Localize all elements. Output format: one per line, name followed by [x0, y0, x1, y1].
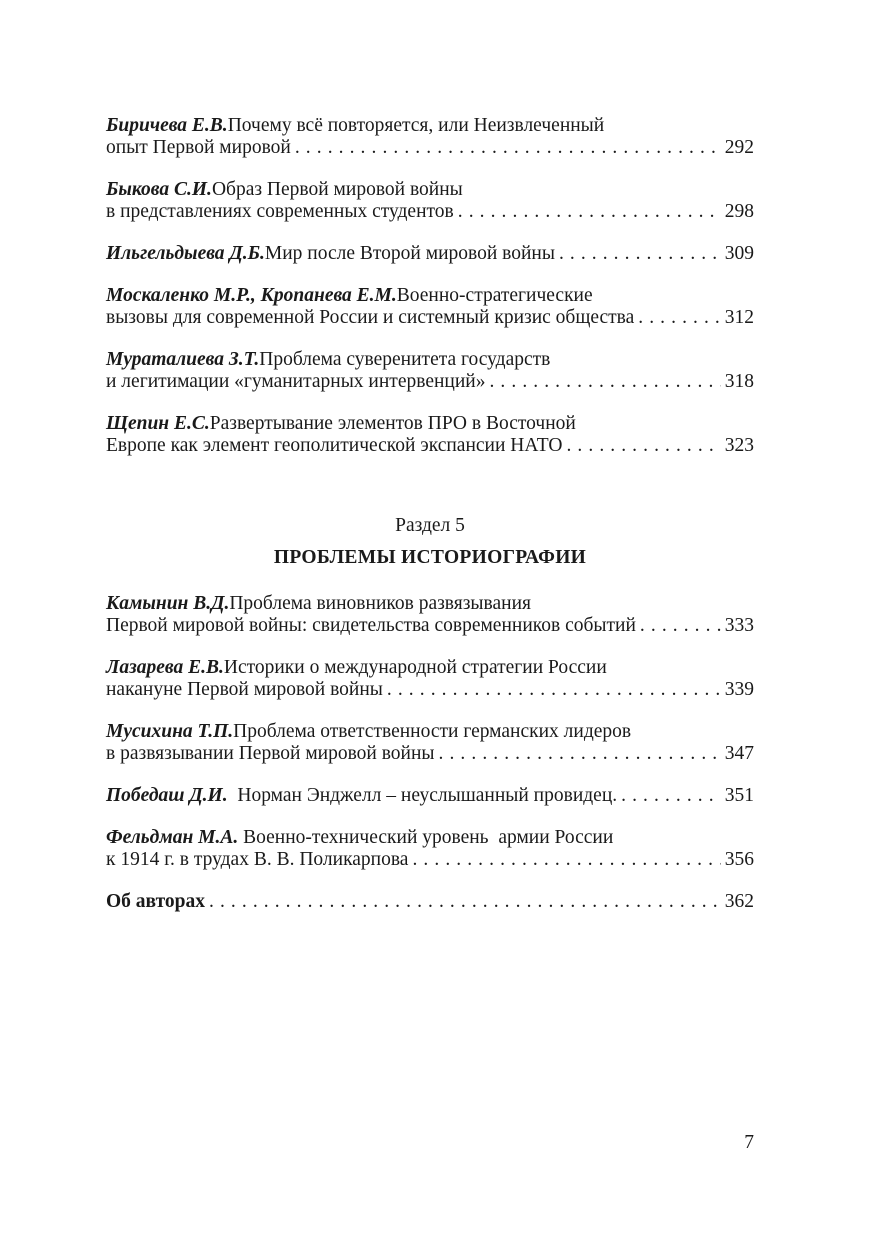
toc-entry-line1 — [106, 115, 754, 137]
toc-entry-line1 — [106, 243, 754, 265]
toc-title: Почему всё повторяется, или Неизвлеченный — [227, 115, 605, 136]
toc-entry-line1 — [106, 657, 754, 679]
toc-author: Ильгельдыева Д.Б. — [106, 243, 265, 264]
toc-entry — [106, 413, 754, 457]
toc-page-number: 312 — [724, 307, 754, 328]
toc-entry — [106, 243, 754, 265]
toc-page-number: 351 — [724, 785, 754, 806]
toc-title-cont: в представлениях современных студентов — [106, 201, 454, 222]
dot-leader — [638, 307, 720, 329]
toc-title-cont: опыт Первой мировой — [106, 137, 291, 158]
dot-leader — [439, 743, 721, 765]
toc-page-number: 333 — [724, 615, 754, 636]
section-label: Раздел 5 — [395, 515, 465, 536]
toc-entry-line2 — [106, 435, 754, 457]
toc-entry-line2 — [106, 137, 754, 159]
toc-page-number: 362 — [724, 891, 754, 912]
toc-author: Москаленко М.Р., Кропанева Е.М. — [106, 285, 397, 306]
toc-title-cont: и легитимации «гуманитарных интервенций» — [106, 371, 486, 392]
toc-title-cont: вызовы для современной России и системный кризис общества — [106, 307, 635, 328]
toc-author: Победаш Д.И. — [106, 785, 228, 806]
dot-leader — [489, 371, 720, 393]
section-heading — [106, 515, 754, 569]
dot-leader — [387, 679, 721, 701]
toc-title: Историки о международной стратегии России — [223, 657, 607, 678]
toc-title: Проблема виновников развязывания — [229, 593, 531, 614]
toc-author: Мусихина Т.П. — [106, 721, 234, 742]
toc-entry — [106, 657, 754, 701]
toc-author: Быкова С.И. — [106, 179, 212, 200]
toc-entry — [106, 593, 754, 637]
toc-entry-about-authors — [106, 891, 754, 913]
toc-entry-line2 — [106, 679, 754, 701]
toc-author: Щепин Е.С. — [106, 413, 210, 434]
toc-title: Проблема суверенитета государств — [259, 349, 551, 370]
toc-page-number: 347 — [724, 743, 754, 764]
toc-entry — [106, 721, 754, 765]
toc-entry-line2 — [106, 743, 754, 765]
dot-leader — [295, 137, 721, 159]
toc-entry-line2 — [106, 849, 754, 871]
toc-title: Мир после Второй мировой войны — [264, 243, 555, 264]
about-authors-label: Об авторах — [106, 891, 206, 912]
toc-entry-line1 — [106, 285, 754, 307]
toc-author: Камынин В.Д. — [106, 593, 230, 614]
toc-entry-line2 — [106, 371, 754, 393]
toc-entry — [106, 179, 754, 223]
toc-entry-line2 — [106, 201, 754, 223]
toc-page-number: 309 — [724, 243, 754, 264]
toc-title: Проблема ответственности германских лидеров — [233, 721, 632, 742]
toc-title-cont: к 1914 г. в трудах В. В. Поликарпова — [106, 849, 409, 870]
dot-leader — [412, 849, 720, 871]
toc-author: Биричева Е.В. — [106, 115, 228, 136]
toc-entry-line1 — [106, 349, 754, 371]
dot-leader — [621, 785, 721, 807]
toc-page-number: 292 — [724, 137, 754, 158]
toc-entry — [106, 115, 754, 159]
toc-entry-line1 — [106, 785, 754, 807]
dot-leader — [640, 615, 721, 637]
toc-entry — [106, 827, 754, 871]
toc-page-number: 356 — [724, 849, 754, 870]
toc-author: Лазарева Е.В. — [106, 657, 224, 678]
toc-title-cont: накануне Первой мировой войны — [106, 679, 383, 700]
toc-page-number: 318 — [724, 371, 754, 392]
toc-entry-line1 — [106, 721, 754, 743]
toc-title: Норман Энджелл – неуслышанный провидец. — [227, 785, 618, 806]
toc-entry-line1 — [106, 891, 754, 913]
toc-page-number: 323 — [724, 435, 754, 456]
toc-entry-line2 — [106, 307, 754, 329]
section-title: ПРОБЛЕМЫ ИСТОРИОГРАФИИ — [273, 547, 587, 568]
toc-entry — [106, 785, 754, 807]
toc-page-number: 339 — [724, 679, 754, 700]
toc-page-number: 298 — [724, 201, 754, 222]
toc-entry-line2 — [106, 615, 754, 637]
table-of-contents — [106, 115, 754, 933]
toc-entry — [106, 285, 754, 329]
dot-leader — [209, 891, 721, 913]
toc-entry — [106, 349, 754, 393]
dot-leader — [458, 201, 721, 223]
toc-title: Военно-стратегические — [396, 285, 593, 306]
toc-entry-line1 — [106, 827, 754, 849]
toc-title: Развертывание элементов ПРО в Восточной — [209, 413, 576, 434]
dot-leader — [559, 243, 721, 265]
toc-author: Мураталиева З.Т. — [106, 349, 260, 370]
toc-title-cont: в развязывании Первой мировой войны — [106, 743, 435, 764]
toc-author: Фельдман М.А. — [106, 827, 239, 848]
toc-title-cont: Первой мировой войны: свидетельства современников событий — [106, 615, 636, 636]
page-number: 7 — [744, 1132, 754, 1153]
toc-entry-line1 — [106, 179, 754, 201]
toc-title: Образ Первой мировой войны — [211, 179, 463, 200]
dot-leader — [566, 435, 720, 457]
toc-title: Военно-технический уровень армии России — [238, 827, 614, 848]
toc-entry-line1 — [106, 413, 754, 435]
toc-title-cont: Европе как элемент геополитической экспансии НАТО — [106, 435, 563, 456]
toc-entry-line1 — [106, 593, 754, 615]
